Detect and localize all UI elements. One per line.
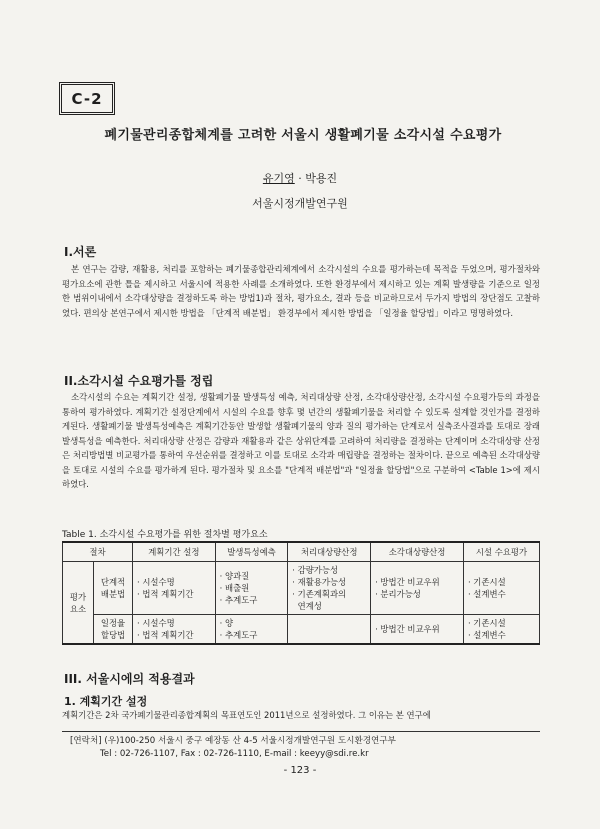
cell-line: · 재활용가능성 [292,577,347,587]
table-cell [288,562,371,615]
table-method-label: 단계적배분법 [94,562,133,615]
table-header-cell: 발생특성예측 [215,542,288,562]
cell-line: 연계성 [292,601,322,611]
table-cell [215,562,288,615]
cell-line: · 양과질 [219,571,250,581]
table-cell [133,615,216,645]
table-cell [463,615,539,645]
section-heading-introduction: I.서론 [64,245,97,259]
cell-line: · 방법간 비교우위 [375,577,440,587]
paragraph: 계획기간은 2차 국가폐기물관리종합계획의 목표연도인 2011년으로 설정하였다. 그 이유는 본 연구에 [62,710,431,720]
cell-line: · 법적 계획기간 [137,630,194,640]
table-header-cell: 처리대상량산정 [288,542,371,562]
table-row [63,615,540,645]
evaluation-table [62,541,540,645]
section-body-introduction [62,262,540,320]
cell-line: · 감량가능성 [292,565,339,575]
cell-line: · 시설수명 [137,577,175,587]
cell-line: · 설계변수 [467,630,506,640]
cell-line: · 배출원 [219,583,250,593]
author-second: 박용진 [305,172,338,185]
contact-info [70,735,396,761]
contact-phone-email: Tel : 02-726-1107, Fax : 02-726-1110, E-mail : keeyy@sdi.re.kr [100,749,369,759]
page-number: - 123 - [283,765,317,776]
table-header-cell: 시설 수요평가 [463,542,539,562]
cell-line: · 설계변수 [467,589,506,599]
paper-title: 폐기물관리종합체계를 고려한 서울시 생활폐기물 소각시설 수요평가 [104,128,502,143]
cell-line: · 법적 계획기간 [137,589,194,599]
cell-line: · 기존계획과의 [292,589,347,599]
table-row [63,562,540,615]
cell-line: · 방법간 비교우위 [375,624,440,634]
contact-address: [연락처] (우)100-250 서울시 중구 예장동 산 4-5 서울시정개발연구원 도시환경연구부 [70,736,396,746]
section-heading-application: III. 서울시에의 적용결과 [64,672,195,686]
table-cell-empty [288,615,371,645]
table-cell [133,562,216,615]
table-caption: Table 1. 소각시설 수요평가를 위한 절차별 평가요소 [62,530,268,540]
table-header-cell: 계획기간 설정 [133,542,216,562]
table-stage-label: 평가요소 [63,562,94,645]
section-heading-framework: II.소각시설 수요평가틀 정립 [64,374,214,388]
authors [0,170,600,186]
section-body-application [62,708,540,723]
cell-line: · 추계도구 [219,595,258,605]
subsection-heading-planning-period: 1. 계획기간 설정 [64,695,148,708]
table-cell [371,562,464,615]
table-cell [371,615,464,645]
table-header-cell: 소각대상량산정 [371,542,464,562]
table-header-cell: 절차 [63,542,133,562]
footer-divider [62,731,540,732]
cell-line: · 분리가능성 [375,589,421,599]
author-presenting: 유기영 [262,172,295,185]
table-header-row [63,542,540,562]
paragraph: 본 연구는 감량, 재활용, 처리를 포함하는 폐기물종합관리체계에서 소각시설의 수요를 평가하는데 목적을 두었으며, 평가절차와 평가요소에 관한 틀을 제시하고 서울시에 적용한 사례를 소개하였다. 또한 환경부에서 제시하고 있는 계획 발생량을 기준으로 일정한 범위이내에서 소각대상량을 결정하도록 하는 방법1)과 절차, 평가요소, 결과 등을 비교하므로서 두가지 방법의 장단점도 고찰하였다. 편의상 본연구에서 제시한 방법을 「단계적 배분법」 환경부에서 제시한 방법을 「일정율 할당법」이라고 명명하였다. [62,264,540,318]
cell-line: · 기존시설 [467,577,506,587]
table-cell [215,615,288,645]
table-cell [463,562,539,615]
table-method-label: 일정율할당법 [94,615,133,645]
paragraph: 소각시설의 수요는 계획기간 설정, 생활폐기물 발생특성 예측, 처리대상량 산정, 소각대상량산정, 소각시설 수요평가등의 과정을 통하여 평가하였다. 계획기간 설정단계에서 시설의 수요를 향후 몇 년간의 생활폐기물을 처리할 수 있도록 설계할 것인가를 결정하게된다. 생활폐기물 발생특성예측은 계획기간동안 발생할 생활폐기물의 양과 질의 평가하는 단계로서 실측조사결과를 토대로 장래 발생특성을 예측한다. 처리대상량 산정은 감량과 재활용과 같은 상위단계를 고려하여 처리량을 결정하는 단계이며 소각대상량 산정은 처리방법별 비교평가를 통하여 우선순위를 결정하고 이를 토대로 소각과 매립량을 결정하는 절차이다. 끝으로 예측된 소각대상량을 토대로 시설의 수요를 평가하게 된다. 평가절차 및 요소를 "단계적 배분법"과 "일정율 할당법"으로 구분하여 <Table 1>에 제시하였다. [62,392,540,489]
section-body-framework [62,390,540,492]
author-separator: · [298,172,302,185]
cell-line: · 양 [219,618,234,628]
cell-line: · 추계도구 [219,630,258,640]
affiliation: 서울시정개발연구원 [252,197,348,210]
cell-line: · 시설수명 [137,618,175,628]
session-code-box: C-2 [59,82,115,115]
cell-line: · 기존시설 [467,618,506,628]
